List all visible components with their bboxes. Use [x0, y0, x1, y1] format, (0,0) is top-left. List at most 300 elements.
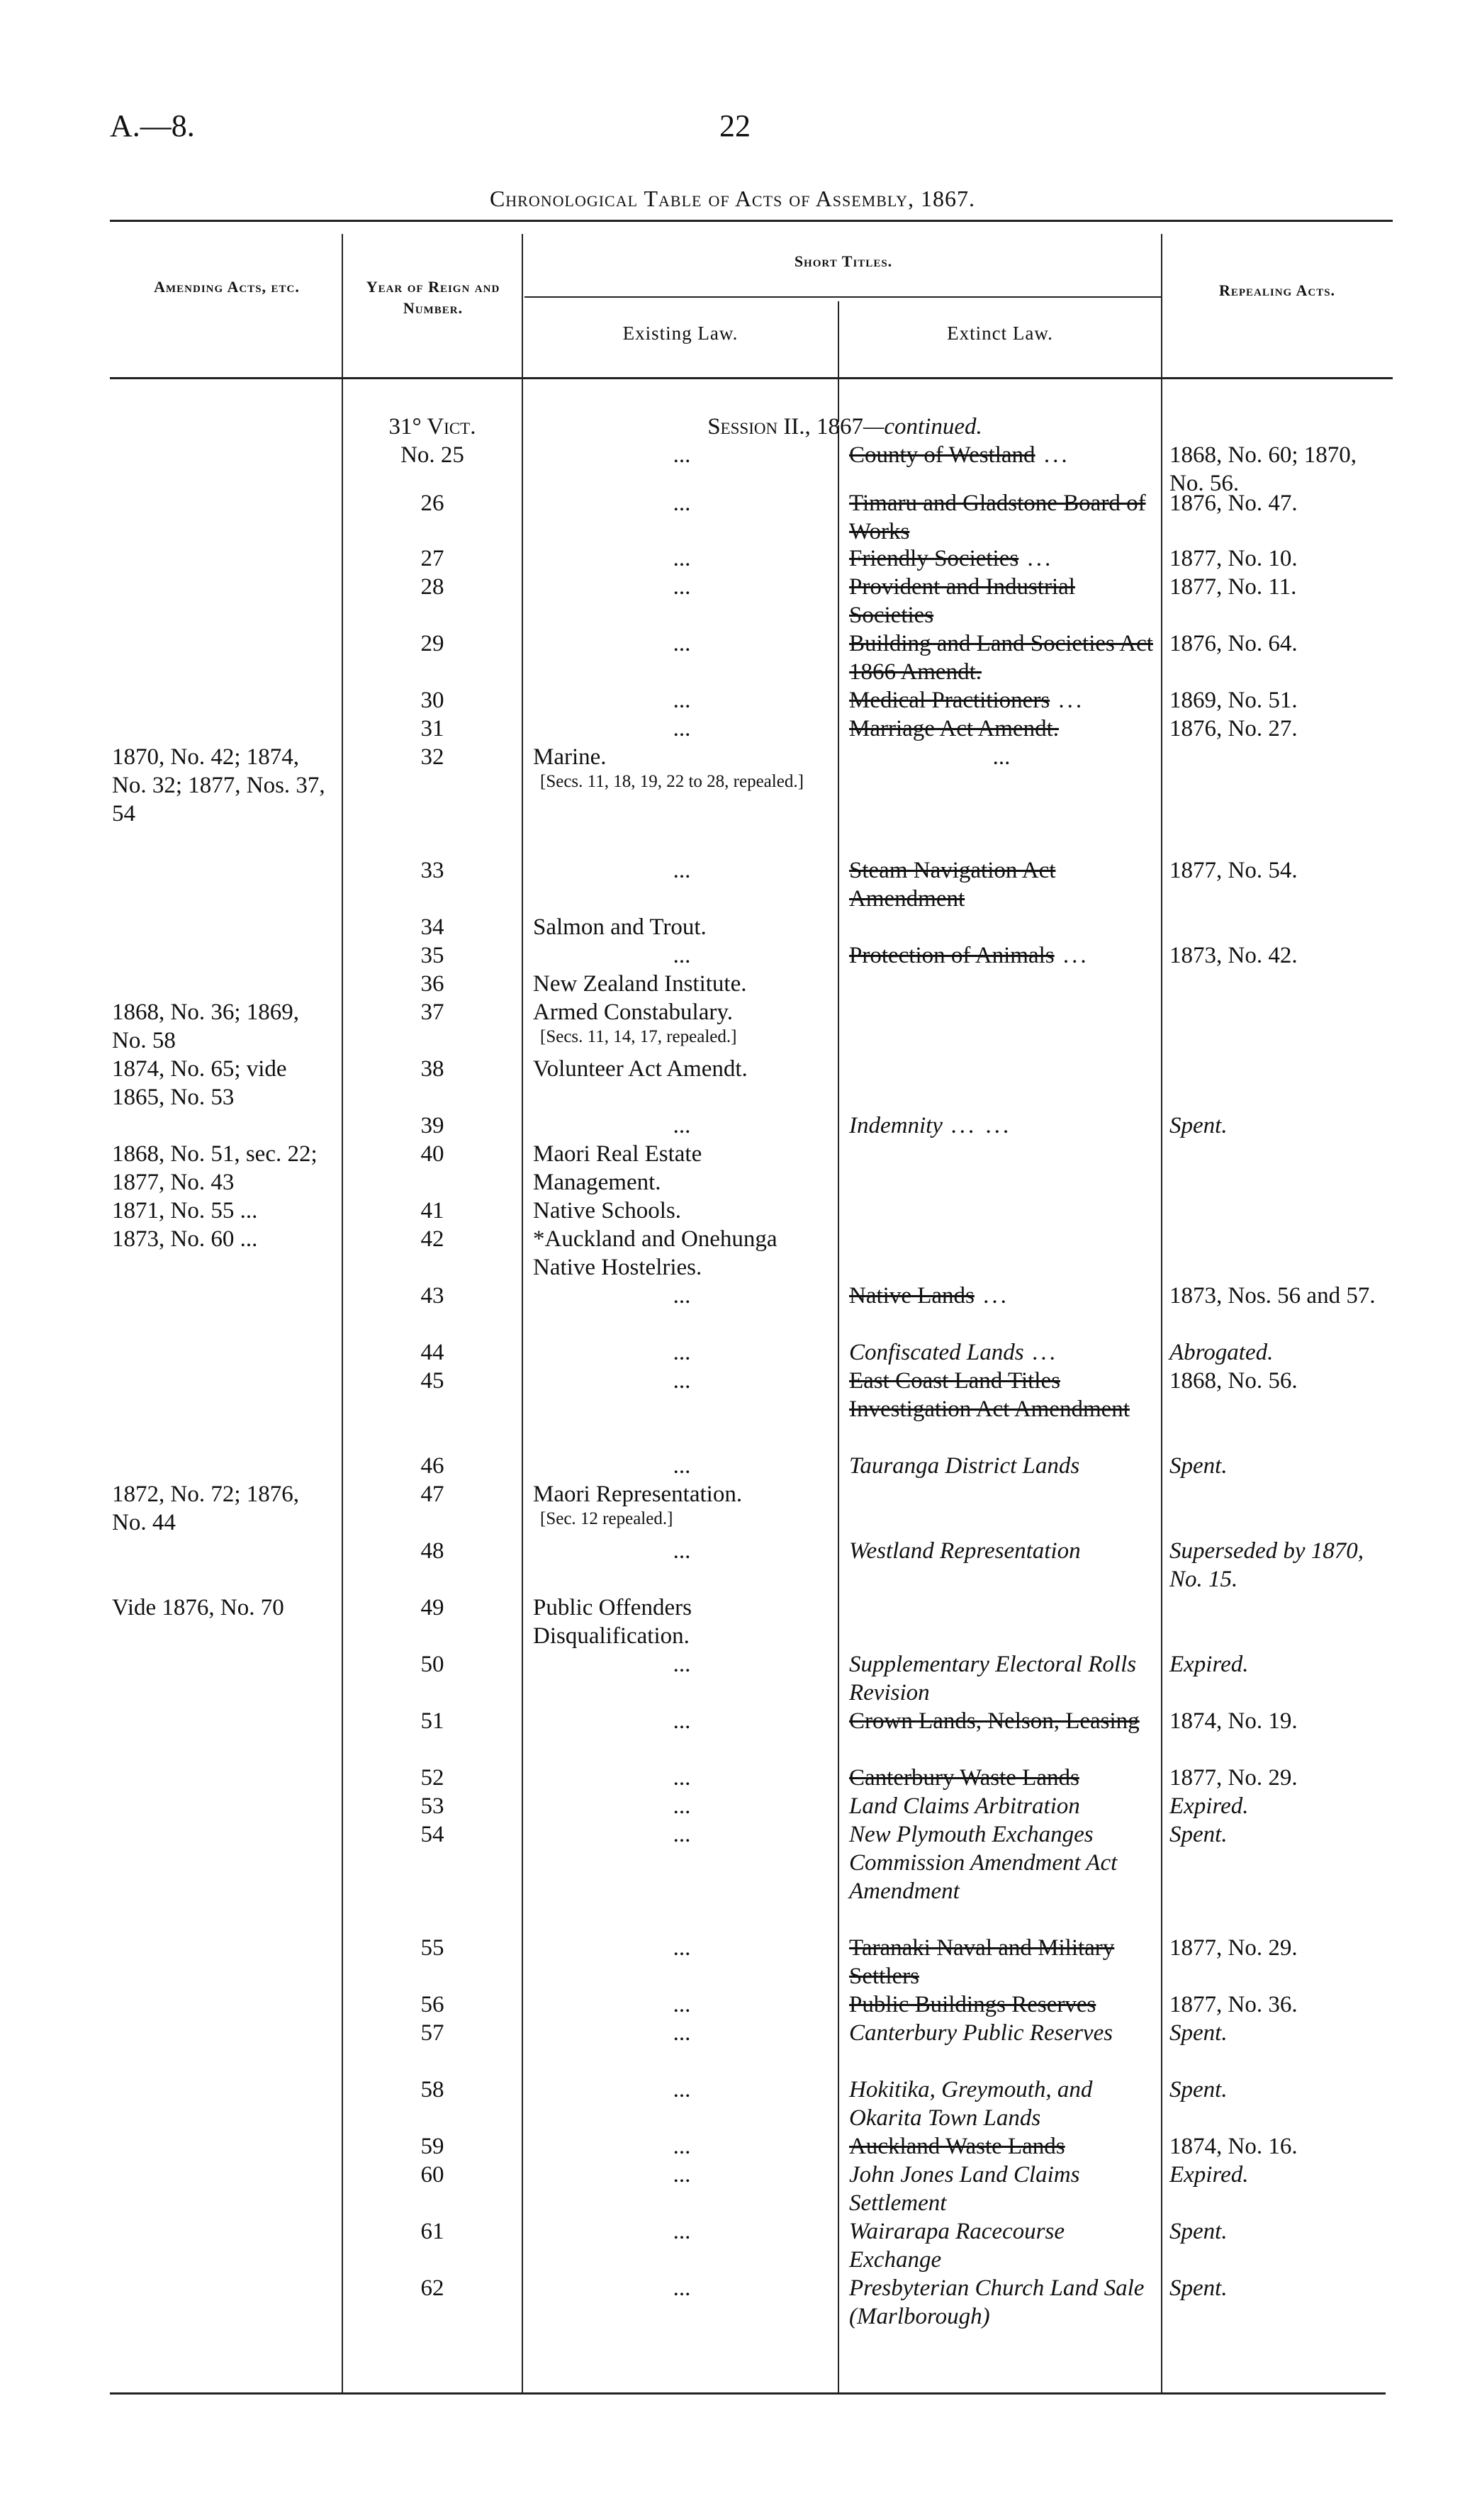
extinct-law-cell-text: John Jones Land Claims Settlement — [849, 2162, 1080, 2216]
session-label: Session II., 1867 — [707, 414, 864, 439]
extinct-law-cell-text: County of Westland — [849, 442, 1035, 468]
amending-acts-cell-text: 1871, No. 55 ... — [112, 1198, 258, 1223]
extinct-law-cell-text: Presbyterian Church Land Sale (Marlborough) — [849, 2275, 1145, 2329]
extinct-law-cell — [849, 686, 1154, 715]
repealing-acts-cell-text: Spent. — [1169, 1453, 1228, 1479]
existing-law-cell — [533, 743, 831, 793]
existing-law-cell-text: Maori Real Estate Management. — [533, 1141, 702, 1195]
existing-law-cell-text: ... — [673, 2077, 691, 2102]
page-title: Chronological Table of Acts of Assembly, 1867. — [489, 186, 976, 211]
existing-law-cell-text: ... — [673, 574, 691, 600]
year-number-cell — [347, 1338, 517, 1367]
amending-acts-cell — [112, 1055, 335, 1111]
existing-law-cell — [533, 1764, 831, 1792]
extinct-law-cell-text: Land Claims Arbitration — [849, 1793, 1080, 1819]
year-number-cell-text: 42 — [420, 1226, 444, 1252]
existing-law-cell — [533, 1338, 831, 1367]
year-number-cell — [347, 1792, 517, 1820]
repealing-acts-cell-text: Spent. — [1169, 1113, 1228, 1138]
existing-law-cell — [533, 1225, 831, 1282]
year-number-cell-text: 53 — [420, 1793, 444, 1819]
year-number-cell-text: 54 — [420, 1822, 444, 1847]
extinct-law-cell — [849, 856, 1154, 913]
year-number-cell — [347, 1367, 517, 1395]
year-number-cell-text: 48 — [420, 1538, 444, 1564]
amending-acts-cell — [112, 1594, 335, 1622]
extinct-law-cell-text: Crown Lands, Nelson, Leasing — [849, 1708, 1140, 1734]
repealing-acts-cell-text: 1877, No. 54. — [1169, 858, 1298, 883]
year-number-cell — [347, 1282, 517, 1310]
year-number-cell-text: 38 — [420, 1056, 444, 1082]
year-number-cell — [347, 1111, 517, 1140]
year-number-cell-text: 33 — [420, 858, 444, 883]
year-number-cell — [347, 573, 517, 601]
repealing-acts-cell — [1169, 1111, 1382, 1140]
existing-law-cell-text: ... — [673, 442, 691, 468]
existing-law-cell — [533, 1650, 831, 1679]
extinct-law-cell-text: Auckland Waste Lands — [849, 2134, 1065, 2159]
extinct-law-cell — [849, 573, 1154, 629]
extinct-law-cell-text: Confiscated Lands — [849, 1340, 1024, 1365]
existing-law-cell — [533, 998, 831, 1048]
existing-law-cell-text: ... — [673, 2020, 691, 2046]
repealing-acts-cell — [1169, 2217, 1382, 2246]
repealing-acts-cell-text: 1877, No. 10. — [1169, 546, 1298, 571]
header-short-titles: Short Titles. — [794, 252, 893, 270]
existing-law-cell-text: Marine. — [533, 744, 607, 770]
existing-law-cell-text: ... — [673, 1113, 691, 1138]
amending-acts-cell — [112, 1225, 335, 1253]
existing-law-cell-text: ... — [673, 858, 691, 883]
existing-law-cell-text: *Auckland and Onehunga Native Hostelries. — [533, 1226, 778, 1280]
existing-law-cell — [533, 1111, 831, 1140]
extinct-law-cell-text: Marriage Act Amendt. — [849, 716, 1060, 741]
existing-law-cell — [533, 1934, 831, 1962]
year-number-cell-text: 58 — [420, 2077, 444, 2102]
repealing-acts-cell — [1169, 1650, 1382, 1679]
existing-law-cell-text: ... — [673, 1793, 691, 1819]
repealing-acts-cell — [1169, 2076, 1382, 2104]
extinct-law-cell — [849, 1820, 1154, 1905]
repealing-acts-cell-text: 1876, No. 47. — [1169, 491, 1298, 516]
existing-law-cell — [533, 2274, 831, 2302]
year-number-cell — [347, 629, 517, 658]
leader-dots: ... — [1023, 1340, 1059, 1365]
year-number-cell-text: 27 — [420, 546, 444, 571]
existing-law-cell — [533, 2161, 831, 2189]
existing-law-cell — [533, 2132, 831, 2161]
year-number-cell — [347, 2019, 517, 2047]
leader-dots: ... — [1050, 688, 1085, 713]
extinct-law-cell-text: ... — [992, 744, 1011, 770]
year-number-cell — [347, 970, 517, 998]
existing-law-cell-text: ... — [673, 2134, 691, 2159]
repealing-acts-cell-text: Expired. — [1169, 1652, 1249, 1677]
year-number-cell-text: 59 — [420, 2134, 444, 2159]
repealing-acts-cell-text: 1877, No. 29. — [1169, 1935, 1298, 1961]
existing-law-cell-text: ... — [673, 1652, 691, 1677]
year-number-cell-text: 60 — [420, 2162, 444, 2188]
page-reference: A.—8. — [110, 108, 195, 143]
existing-law-cell — [533, 1537, 831, 1565]
year-number-cell — [347, 1820, 517, 1849]
existing-law-cell-text: ... — [673, 943, 691, 968]
extinct-law-cell — [849, 1452, 1154, 1480]
year-number-cell-text: No. 25 — [400, 442, 464, 468]
existing-law-cell — [533, 970, 831, 998]
leader-dots: ... — [1018, 546, 1054, 571]
header-amending: Amending Acts, etc. — [154, 278, 300, 296]
existing-law-cell — [533, 1140, 831, 1197]
repealing-acts-cell-text: 1868, No. 60; 1870, No. 56. — [1169, 442, 1357, 496]
existing-law-cell — [533, 1594, 831, 1650]
repealing-acts-cell-text: 1873, Nos. 56 and 57. — [1169, 1283, 1376, 1309]
year-number-cell — [347, 941, 517, 970]
amending-acts-cell-text: 1872, No. 72; 1876, No. 44 — [112, 1482, 299, 1535]
year-number-cell — [347, 2132, 517, 2161]
year-number-cell — [347, 441, 517, 469]
year-number-cell-text: 61 — [420, 2219, 444, 2244]
repealing-acts-cell-text: Expired. — [1169, 2162, 1249, 2188]
existing-law-cell-text: ... — [673, 631, 691, 656]
repealing-acts-cell — [1169, 1934, 1382, 1962]
extinct-law-cell-text: East Coast Land Titles Investigation Act Amendment — [849, 1368, 1130, 1422]
leader-dots: ... ... — [942, 1113, 1012, 1138]
year-number-cell-text: 29 — [420, 631, 444, 656]
extinct-law-cell — [849, 941, 1154, 970]
repealing-acts-cell-text: Spent. — [1169, 2077, 1228, 2102]
year-number-cell — [347, 998, 517, 1026]
year-number-cell-text: 36 — [420, 971, 444, 997]
existing-law-cell — [533, 856, 831, 885]
extinct-law-cell-text: New Plymouth Exchanges Commission Amendment Act Amendment — [849, 1822, 1118, 1904]
extinct-law-cell-text: Taranaki Naval and Military Settlers — [849, 1935, 1115, 1989]
year-number-cell-text: 40 — [420, 1141, 444, 1167]
repealing-acts-cell — [1169, 573, 1382, 601]
existing-law-cell-text: ... — [673, 1935, 691, 1961]
year-number-cell-text: 32 — [420, 744, 444, 770]
year-number-cell — [347, 1197, 517, 1225]
year-number-cell — [347, 1764, 517, 1792]
extinct-law-cell-text: Canterbury Waste Lands — [849, 1765, 1079, 1791]
extinct-law-cell-text: Provident and Industrial Societies — [849, 574, 1075, 628]
header-repealing: Repealing Acts. — [1218, 281, 1336, 299]
existing-law-cell — [533, 1197, 831, 1225]
extinct-law-cell-text: Medical Practitioners — [849, 688, 1050, 713]
year-number-cell — [347, 2274, 517, 2302]
repealing-acts-cell — [1169, 686, 1382, 715]
year-number-cell-text: 39 — [420, 1113, 444, 1138]
existing-law-cell-text: Armed Constabulary. — [533, 999, 733, 1025]
extinct-law-cell — [849, 544, 1154, 573]
year-number-cell-text: 43 — [420, 1283, 444, 1309]
year-number-cell — [347, 1650, 517, 1679]
year-number-cell — [347, 2217, 517, 2246]
leader-dots: ... — [974, 1283, 1009, 1309]
repealing-acts-cell — [1169, 1707, 1382, 1735]
repealing-acts-cell-text: 1876, No. 27. — [1169, 716, 1298, 741]
extinct-law-cell — [849, 1338, 1154, 1367]
year-number-cell-text: 30 — [420, 688, 444, 713]
repealing-acts-cell — [1169, 2132, 1382, 2161]
repealing-acts-cell — [1169, 2274, 1382, 2302]
extinct-law-cell — [849, 1367, 1154, 1423]
extinct-law-cell — [849, 441, 1154, 469]
extinct-law-cell — [849, 1111, 1154, 1140]
existing-law-cell — [533, 913, 831, 941]
existing-law-cell — [533, 715, 831, 743]
amending-acts-cell — [112, 1480, 335, 1537]
repealing-acts-cell — [1169, 629, 1382, 658]
existing-law-cell-text: ... — [673, 688, 691, 713]
repealing-acts-cell-text: Spent. — [1169, 2275, 1228, 2301]
repealing-acts-cell — [1169, 856, 1382, 885]
extinct-law-cell — [849, 1282, 1154, 1310]
existing-law-cell-text: Salmon and Trout. — [533, 914, 707, 940]
repealing-acts-cell-text: 1877, No. 29. — [1169, 1765, 1298, 1791]
extinct-law-cell — [849, 489, 1154, 546]
repealing-acts-cell-text: Spent. — [1169, 2219, 1228, 2244]
year-number-cell-text: 57 — [420, 2020, 444, 2046]
repealing-acts-cell-text: Superseded by 1870, No. 15. — [1169, 1538, 1364, 1592]
existing-law-cell — [533, 1792, 831, 1820]
extinct-law-cell-text: Wairarapa Racecourse Exchange — [849, 2219, 1065, 2273]
existing-law-cell-text: ... — [673, 1822, 691, 1847]
extinct-law-cell-text: Friendly Societies — [849, 546, 1019, 571]
year-number-cell — [347, 2161, 517, 2189]
year-number-cell-text: 52 — [420, 1765, 444, 1791]
amending-acts-cell — [112, 998, 335, 1055]
year-number-cell-text: 56 — [420, 1992, 444, 2017]
existing-law-cell — [533, 1367, 831, 1395]
repealing-acts-cell-text: Spent. — [1169, 2020, 1228, 2046]
existing-law-cell-text: ... — [673, 491, 691, 516]
existing-law-cell-text: ... — [673, 1765, 691, 1791]
existing-law-cell-text: ... — [673, 1708, 691, 1734]
year-number-cell — [347, 1452, 517, 1480]
repealing-acts-cell — [1169, 544, 1382, 573]
year-number-cell — [347, 686, 517, 715]
extinct-law-cell — [849, 1792, 1154, 1820]
amending-acts-cell-text: 1874, No. 65; vide 1865, No. 53 — [112, 1056, 287, 1110]
year-number-cell-text: 41 — [420, 1198, 444, 1223]
existing-law-cell — [533, 573, 831, 601]
session-suffix: —continued. — [863, 414, 982, 439]
existing-law-cell-text: ... — [673, 716, 691, 741]
repealing-acts-cell — [1169, 1537, 1382, 1594]
amending-acts-cell-text: 1868, No. 36; 1869, No. 58 — [112, 999, 299, 1053]
repealing-acts-cell — [1169, 1990, 1382, 2019]
amending-acts-cell — [112, 743, 335, 828]
existing-law-cell-text: Volunteer Act Amendt. — [533, 1056, 748, 1082]
extinct-law-cell — [849, 2132, 1154, 2161]
existing-law-cell-text: Maori Representation. — [533, 1482, 743, 1507]
extinct-law-cell-text: Protection of Animals — [849, 943, 1055, 968]
existing-law-cell — [533, 1480, 831, 1530]
existing-law-cell-text: New Zealand Institute. — [533, 971, 747, 997]
extinct-law-cell — [849, 2161, 1154, 2217]
amending-acts-cell — [112, 1140, 335, 1197]
year-number-cell — [347, 1707, 517, 1735]
year-number-cell — [347, 1225, 517, 1253]
existing-law-cell-text: ... — [673, 1368, 691, 1394]
year-number-cell-text: 45 — [420, 1368, 444, 1394]
repealing-acts-cell-text: Spent. — [1169, 1822, 1228, 1847]
existing-law-cell-text: ... — [673, 546, 691, 571]
repeal-note: [Sec. 12 repealed.] — [540, 1509, 673, 1528]
repealing-acts-cell-text: 1868, No. 56. — [1169, 1368, 1298, 1394]
year-number-cell — [347, 1055, 517, 1083]
year-number-cell-text: 50 — [420, 1652, 444, 1677]
existing-law-cell-text: Public Offenders Disqualification. — [533, 1595, 692, 1649]
existing-law-cell — [533, 629, 831, 658]
repealing-acts-cell — [1169, 1792, 1382, 1820]
repealing-acts-cell-text: 1876, No. 64. — [1169, 631, 1298, 656]
extinct-law-cell — [849, 1707, 1154, 1735]
extinct-law-cell-text: Westland Representation — [849, 1538, 1081, 1564]
repealing-acts-cell — [1169, 2019, 1382, 2047]
repealing-acts-cell — [1169, 1367, 1382, 1395]
year-number-cell-text: 26 — [420, 491, 444, 516]
year-number-cell — [347, 544, 517, 573]
repealing-acts-cell-text: Abrogated. — [1169, 1340, 1274, 1365]
year-number-cell-text: 51 — [420, 1708, 444, 1734]
leader-dots: ... — [1035, 442, 1070, 468]
year-number-cell — [347, 1934, 517, 1962]
extinct-law-cell-text: Native Lands — [849, 1283, 975, 1309]
existing-law-cell — [533, 1820, 831, 1849]
existing-law-cell — [533, 2019, 831, 2047]
year-number-cell — [347, 2076, 517, 2104]
repealing-acts-cell — [1169, 2161, 1382, 2189]
amending-acts-cell-text: 1870, No. 42; 1874, No. 32; 1877, Nos. 37, 54 — [112, 744, 325, 827]
existing-law-cell-text: ... — [673, 1283, 691, 1309]
repealing-acts-cell — [1169, 1282, 1382, 1310]
year-number-cell-text: 37 — [420, 999, 444, 1025]
existing-law-cell-text: ... — [673, 1453, 691, 1479]
year-number-cell — [347, 1990, 517, 2019]
year-number-cell-text: 62 — [420, 2275, 444, 2301]
year-number-cell-text: 47 — [420, 1482, 444, 1507]
existing-law-cell — [533, 544, 831, 573]
year-number-cell — [347, 1140, 517, 1168]
amending-acts-cell-text: 1873, No. 60 ... — [112, 1226, 258, 1252]
repealing-acts-cell-text: 1874, No. 19. — [1169, 1708, 1298, 1734]
extinct-law-cell-text: Steam Navigation Act Amendment — [849, 858, 1056, 912]
year-number-cell — [347, 1594, 517, 1622]
header-existing: Existing Law. — [622, 323, 739, 344]
header-year: Year of Reign and Number. — [366, 278, 500, 317]
extinct-law-cell-text: Tauranga District Lands — [849, 1453, 1080, 1479]
repealing-acts-cell — [1169, 1452, 1382, 1480]
repeal-note: [Secs. 11, 18, 19, 22 to 28, repealed.] — [540, 772, 804, 791]
existing-law-cell-text: Native Schools. — [533, 1198, 681, 1223]
amending-acts-cell-text: 1868, No. 51, sec. 22; 1877, No. 43 — [112, 1141, 318, 1195]
year-number-cell-text: 49 — [420, 1595, 444, 1620]
year-number-cell — [347, 856, 517, 885]
extinct-law-cell — [849, 1650, 1154, 1707]
repealing-acts-cell-text: 1869, No. 51. — [1169, 688, 1298, 713]
existing-law-cell — [533, 1990, 831, 2019]
repealing-acts-cell-text: 1874, No. 16. — [1169, 2134, 1298, 2159]
extinct-law-cell — [849, 2274, 1154, 2331]
repealing-acts-cell — [1169, 1820, 1382, 1849]
amending-acts-cell — [112, 1197, 335, 1225]
extinct-law-cell-text: Supplementary Electoral Rolls Revision — [849, 1652, 1137, 1706]
year-number-cell — [347, 743, 517, 771]
existing-law-cell-text: ... — [673, 1992, 691, 2017]
extinct-law-cell — [849, 629, 1154, 686]
extinct-law-cell-text: Hokitika, Greymouth, and Okarita Town Lands — [849, 2077, 1093, 2131]
repealing-acts-cell — [1169, 1764, 1382, 1792]
repealing-acts-cell-text: 1877, No. 36. — [1169, 1992, 1298, 2017]
repealing-acts-cell — [1169, 489, 1382, 517]
header-extinct: Extinct Law. — [947, 323, 1053, 344]
extinct-law-cell-text: Timaru and Gladstone Board of Works — [849, 491, 1146, 544]
existing-law-cell — [533, 686, 831, 715]
extinct-law-cell — [849, 1934, 1154, 1990]
year-number-cell — [347, 1480, 517, 1508]
year-number-cell — [347, 1537, 517, 1565]
year-number-cell-text: 34 — [420, 914, 444, 940]
existing-law-cell — [533, 1707, 831, 1735]
repealing-acts-cell-text: 1873, No. 42. — [1169, 943, 1298, 968]
year-number-cell-text: 28 — [420, 574, 444, 600]
repeal-note: [Secs. 11, 14, 17, repealed.] — [540, 1027, 737, 1046]
existing-law-cell — [533, 1452, 831, 1480]
existing-law-cell-text: ... — [673, 1340, 691, 1365]
extinct-law-cell-text: Canterbury Public Reserves — [849, 2020, 1113, 2046]
leader-dots: ... — [1054, 943, 1089, 968]
year-number-cell-text: 55 — [420, 1935, 444, 1961]
year-number-cell — [347, 489, 517, 517]
repealing-acts-cell-text: 1877, No. 11. — [1169, 574, 1297, 600]
existing-law-cell — [533, 2217, 831, 2246]
extinct-law-cell — [849, 1537, 1154, 1565]
extinct-law-cell — [849, 743, 1154, 771]
existing-law-cell-text: ... — [673, 1538, 691, 1564]
year-number-cell-text: 35 — [420, 943, 444, 968]
extinct-law-cell — [849, 2217, 1154, 2274]
repealing-acts-cell-text: Expired. — [1169, 1793, 1249, 1819]
existing-law-cell — [533, 941, 831, 970]
year-number-cell-text: 31 — [420, 716, 444, 741]
existing-law-cell-text: ... — [673, 2275, 691, 2301]
year-number-cell — [347, 715, 517, 743]
repealing-acts-cell — [1169, 941, 1382, 970]
existing-law-cell — [533, 489, 831, 517]
existing-law-cell — [533, 1282, 831, 1310]
existing-law-cell-text: ... — [673, 2219, 691, 2244]
year-number-cell-text: 46 — [420, 1453, 444, 1479]
extinct-law-cell — [849, 2019, 1154, 2047]
extinct-law-cell-text: Public Buildings Reserves — [849, 1992, 1096, 2017]
repealing-acts-cell — [1169, 1338, 1382, 1367]
year-number-cell-text: 44 — [420, 1340, 444, 1365]
extinct-law-cell — [849, 2076, 1154, 2132]
extinct-law-cell — [849, 1764, 1154, 1792]
existing-law-cell — [533, 441, 831, 469]
reign-label: 31° Vict. — [388, 414, 476, 439]
amending-acts-cell-text: Vide 1876, No. 70 — [112, 1595, 284, 1620]
extinct-law-cell-text: Building and Land Societies Act 1866 Amendt. — [849, 631, 1153, 685]
year-number-cell — [347, 913, 517, 941]
existing-law-cell — [533, 1055, 831, 1083]
existing-law-cell-text: ... — [673, 2162, 691, 2188]
extinct-law-cell-text: Indemnity — [849, 1113, 943, 1138]
page-number: 22 — [719, 108, 751, 143]
existing-law-cell — [533, 2076, 831, 2104]
